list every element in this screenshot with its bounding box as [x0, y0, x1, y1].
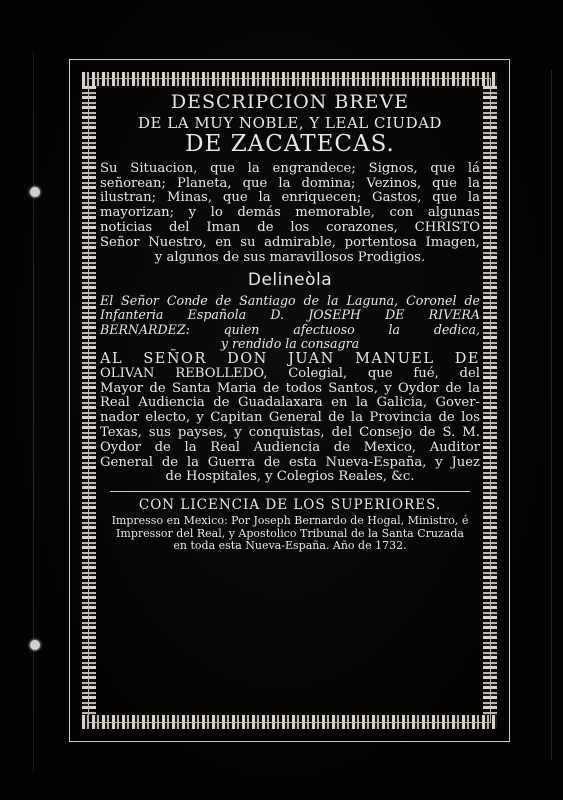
title-line-2: DE LA MUY NOBLE, Y LEAL CIUDAD: [138, 114, 442, 133]
dedication-line: Texas, sus payses, y conquistas, del Consejo de S. M.: [100, 425, 480, 441]
license-line: CON LICENCIA DE LOS SUPERIORES.: [138, 497, 442, 514]
description-line: Su Situacion, que la engrandece; Signos, que lá: [100, 160, 480, 176]
divider-rule: [110, 491, 470, 492]
imprint-line: en toda esta Nueva-España. Año de 1732.: [173, 538, 407, 552]
author-line: BERNARDEZ: quien afectuoso la dedica,: [100, 321, 480, 337]
dedication-line: Mayor de Santa Maria de todos Santos, y Oydor de la: [100, 380, 480, 396]
dedication-line: nador electo, y Capitan General de la Provincia de los: [100, 410, 480, 426]
delineola-heading: Delineòla: [247, 270, 333, 291]
title-page-text: [100, 92, 480, 552]
description-line: mayorizan; y lo demás memorable, con algunas: [100, 205, 480, 221]
binding-hole-bottom: [30, 640, 40, 650]
author-line: Infanteria Española D. JOSEPH DE RIVERA: [100, 307, 480, 323]
dedication-line: OLIVAN REBOLLEDO, Colegial, que fué, del: [100, 365, 480, 381]
author-paragraph: [100, 294, 480, 350]
dedication-line: Real Audiencia de Guadalaxara en la Galicia, Gover-: [100, 395, 480, 411]
description-line: y algunos de sus maravillosos Prodigios.: [154, 249, 426, 265]
page-right-edge: [551, 70, 552, 760]
title-line-1: DESCRIPCION BREVE: [170, 91, 410, 113]
description-paragraph: [100, 162, 480, 265]
dedication-line: AL SEÑOR DON JUAN MANUEL DE: [100, 350, 480, 367]
binding-hole-top: [30, 187, 40, 197]
dedication-line: General de la Guerra de esta Nueva-España, y Juez: [100, 454, 480, 470]
dedication-line: de Hospitales, y Colegios Reales, &c.: [165, 469, 415, 485]
description-line: Señor Nuestro, en su admirable, portentosa Imagen,: [100, 234, 480, 250]
imprint-block: [100, 515, 480, 552]
imprint-line: Impressor del Real, y Apostolico Tribunal de la Santa Cruzada: [116, 526, 464, 540]
description-line: noticias del Iman de los corazones, CHRISTO: [100, 219, 480, 235]
dedication-paragraph: [100, 351, 480, 485]
dedication-line: Oydor de la Real Audiencia de Mexico, Auditor: [100, 439, 480, 455]
author-line: El Señor Conde de Santiago de la Laguna, Coronel de: [100, 293, 480, 309]
description-line: señorean; Planeta, que la domina; Vezinos, que la: [100, 175, 480, 191]
title-line-3: DE ZACATECAS.: [185, 131, 395, 158]
author-line: y rendido la consagra: [220, 335, 360, 351]
description-line: ilustran; Minas, que la enriquecen; Gastos, que la: [100, 190, 480, 206]
imprint-line: Impresso en Mexico: Por Joseph Bernardo de Hogal, Ministro, é: [111, 514, 469, 528]
book-spine-edge: [33, 52, 34, 772]
